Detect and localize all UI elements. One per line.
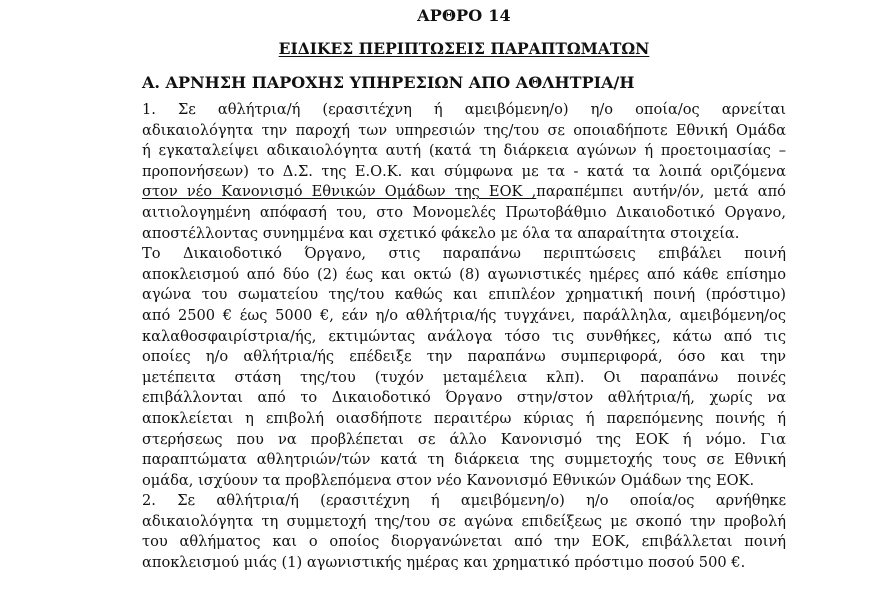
text-line-with-reference	[142, 182, 786, 203]
text-line: Το Δικαιοδοτικό Όργανο, στις παραπάνω περιπτώσεις επιβάλει ποινή	[142, 245, 786, 263]
text-fragment: παραπέμπει αυτήν/όν, μετά από	[536, 183, 786, 201]
text-line: 1. Σε αθλήτρια/ή (ερασιτέχνη ή αμειβόμενη/ο) η/ο οποία/ος αρνείται	[142, 101, 786, 118]
paragraph-2	[142, 244, 786, 491]
text-line: ομάδα, ισχύουν τα προβλεπόμενα στον νέο Κανονισμό Εθνικών Ομάδων της ΕΟΚ.	[142, 471, 755, 489]
article-title: ΑΡΘΡΟ 14	[417, 6, 511, 25]
text-line: αγώνα του σωματείου της/του καθώς και επιπλέον χρηματική ποινή (πρόστιμο)	[142, 286, 786, 304]
text-line: μετέπειτα στάση της/του (τυχόν μεταμέλεια κλπ). Οι παραπάνω ποινές	[142, 368, 786, 386]
text-line: αιτιολογημένη απόφασή του, στο Μονομελές Πρωτοβάθμιο Δικαιοδοτικό Οργανο,	[142, 203, 786, 221]
text-line: αδικαιολόγητα την παροχή των υπηρεσιών της/του σε οποιαδήποτε Εθνική Ομάδα	[142, 121, 786, 139]
article-subtitle: ΕΙΔΙΚΕΣ ΠΕΡΙΠΤΩΣΕΙΣ ΠΑΡΑΠΤΩΜΑΤΩΝ	[278, 39, 650, 58]
paragraph-3	[142, 491, 786, 573]
text-line: παραπτώματα αθλητριών/τών κατά τη διάρκεια της συμμετοχής τους σε Εθνική	[142, 451, 786, 469]
text-line: αποκλείεται η επιβολή οιασδήποτε περαιτέρω κύριας ή παρεπόμενης ποινής ή	[142, 409, 786, 427]
text-line: αποκλεισμού μιάς (1) αγωνιστικής ημέρας και χρηματικό πρόστιμο ποσού 500 €.	[142, 554, 746, 572]
text-line: ή εγκαταλείψει αδικαιολόγητα αυτή (κατά τη διάρκεια αγώνων ή προετοιμασίας –	[142, 142, 786, 160]
text-line: του αθλήματος και ο οποίος διοργανώνεται από την ΕΟΚ, επιβάλλεται ποινή	[142, 533, 786, 551]
text-line: επιβάλλονται από το Δικαιοδοτικό Όργανο στην/στον αθλήτρια/ή, χωρίς να	[142, 389, 786, 407]
text-line: καλαθοσφαιρίστρια/ής, εκτιμώντας ανάλογα τόσο τις συνθήκες, κάτω από τις	[142, 327, 786, 345]
text-line: αποστέλλοντας συνημμένα και σχετικό φάκελο με όλα τα απαραίτητα στοιχεία.	[142, 224, 740, 242]
text-line: αδικαιολόγητα τη συμμετοχή της/του σε αγώνα επιδείξεως με σκοπό την προβολή	[142, 512, 786, 530]
text-line: 2. Σε αθλήτρια/ή (ερασιτέχνη ή αμειβόμενη/ο) η/ο οποία/ος αρνήθηκε	[142, 492, 786, 510]
regulation-reference: στον νέο Κανονισμό Εθνικών Ομάδων της ΕΟΚ ,	[142, 183, 537, 201]
section-heading: Α. ΑΡΝΗΣΗ ΠΑΡΟΧΗΣ ΥΠΗΡΕΣΙΩΝ ΑΠΟ ΑΘΛΗΤΡΙΑ/Η	[142, 73, 635, 92]
text-line: αποκλεισμού από δύο (2) έως και οκτώ (8) αγωνιστικές ημέρες από κάθε επίσημο	[142, 265, 786, 283]
text-line: προπονήσεων) το Δ.Σ. της Ε.Ο.Κ. και σύμφωνα με τα - κατά τα λοιπά οριζόμενα	[142, 162, 786, 180]
text-line: οποίες η/ο αθλήτρια/ής επέδειξε την παραπάνω συμπεριφορά, όσο και την	[142, 348, 786, 366]
paragraph-1	[142, 100, 786, 244]
text-line: στερήσεως που να προβλέπεται σε άλλο Κανονισμό της ΕΟΚ ή νόμο. Για	[142, 430, 786, 448]
article-body	[142, 100, 786, 574]
text-line: από 2500 € έως 5000 €, εάν η/ο αθλήτρια/ής τυγχάνει, παράλληλα, αμειβόμενη/ος	[142, 306, 786, 324]
